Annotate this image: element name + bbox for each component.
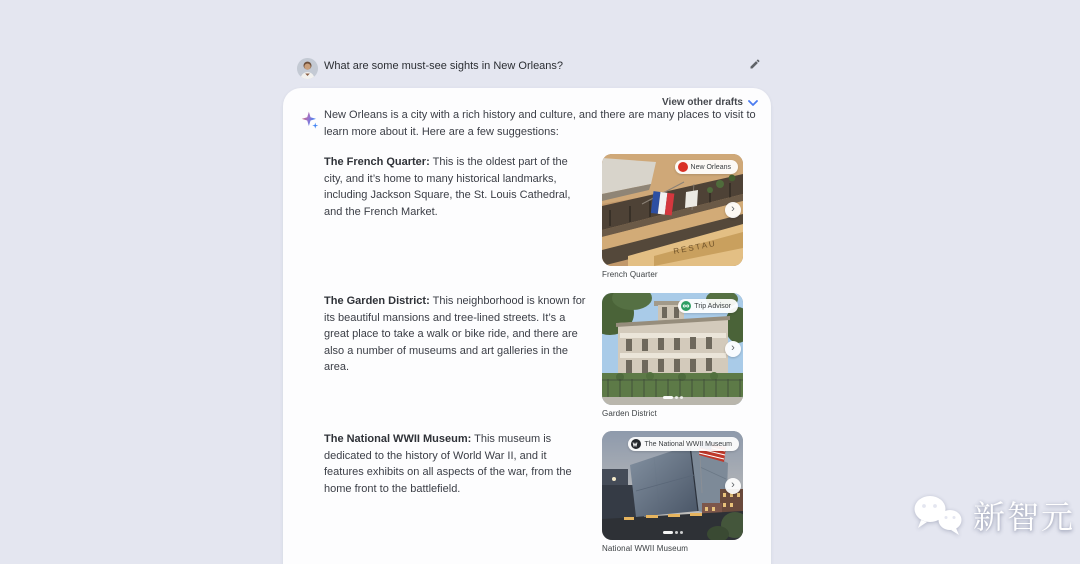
chevron-down-icon bbox=[748, 100, 758, 106]
response-intro-text: New Orleans is a city with a rich history and culture, and there are many places to visit to learn more about it. Here are a few suggestions: bbox=[324, 109, 756, 138]
photo-caption: Garden District bbox=[602, 409, 657, 418]
watermark-text: 新智元 bbox=[973, 499, 1076, 535]
tripadvisor-logo-icon bbox=[681, 301, 691, 311]
carousel-dots bbox=[663, 531, 683, 534]
suggestion-title: The French Quarter: bbox=[324, 156, 430, 168]
suggestion-body: This is the oldest part of the city, and it’s home to many historical landmarks, including Jackson Square, the St. Louis Cathedral, and the French Market. bbox=[324, 156, 571, 218]
photo-caption: French Quarter bbox=[602, 270, 658, 279]
user-question-text: What are some must-see sights in New Orleans? bbox=[324, 60, 564, 72]
user-avatar bbox=[297, 58, 318, 79]
suggestion-media bbox=[602, 431, 743, 553]
source-badge-label: New Orleans bbox=[690, 163, 731, 171]
view-other-drafts-label: View other drafts bbox=[662, 97, 743, 108]
suggestion-body: This museum is dedicated to the history of World War II, and it features exhibits on all aspects of the war, from the home front to the battlefield. bbox=[324, 433, 572, 495]
pencil-icon bbox=[749, 58, 761, 70]
source-badge[interactable] bbox=[675, 160, 738, 174]
suggestion-french-quarter bbox=[324, 154, 743, 279]
source-badge-label: Trip Advisor bbox=[694, 302, 731, 310]
source-badge-label: The National WWII Museum bbox=[644, 440, 732, 448]
watermark bbox=[912, 492, 1075, 538]
suggestion-media bbox=[602, 293, 743, 418]
carousel-next-button[interactable]: › bbox=[725, 202, 741, 218]
wwii-museum-photo-card[interactable] bbox=[602, 431, 743, 540]
suggestion-title: The National WWII Museum: bbox=[324, 433, 472, 445]
suggestion-text bbox=[324, 154, 587, 279]
wwii-museum-logo-icon bbox=[631, 439, 641, 449]
source-badge[interactable] bbox=[678, 299, 738, 313]
garden-district-photo-card[interactable] bbox=[602, 293, 743, 405]
wechat-logo-icon bbox=[912, 494, 964, 536]
suggestion-garden-district bbox=[324, 293, 743, 418]
suggestion-wwii-museum bbox=[324, 431, 743, 553]
french-quarter-photo-card[interactable] bbox=[602, 154, 743, 266]
carousel-dots bbox=[663, 396, 683, 399]
edit-question-button[interactable] bbox=[747, 56, 763, 72]
carousel-next-button[interactable]: › bbox=[725, 478, 741, 494]
new-orleans-logo-icon bbox=[678, 162, 688, 172]
suggestion-text bbox=[324, 431, 587, 553]
photo-sign-text: RESTAU bbox=[672, 238, 718, 256]
suggestion-media bbox=[602, 154, 743, 279]
suggestion-title: The Garden District: bbox=[324, 295, 430, 307]
suggestion-text bbox=[324, 293, 587, 418]
bard-sparkle-icon bbox=[301, 111, 319, 129]
suggestion-body: This neighborhood is known for its beautiful mansions and tree-lined streets. It’s a great place to take a walk or bike ride, and there are also a number of museums and art galleries in the area. bbox=[324, 295, 586, 373]
source-badge[interactable] bbox=[628, 437, 739, 451]
carousel-next-button[interactable]: › bbox=[725, 341, 741, 357]
photo-caption: National WWII Museum bbox=[602, 544, 689, 553]
response-card bbox=[283, 88, 771, 564]
